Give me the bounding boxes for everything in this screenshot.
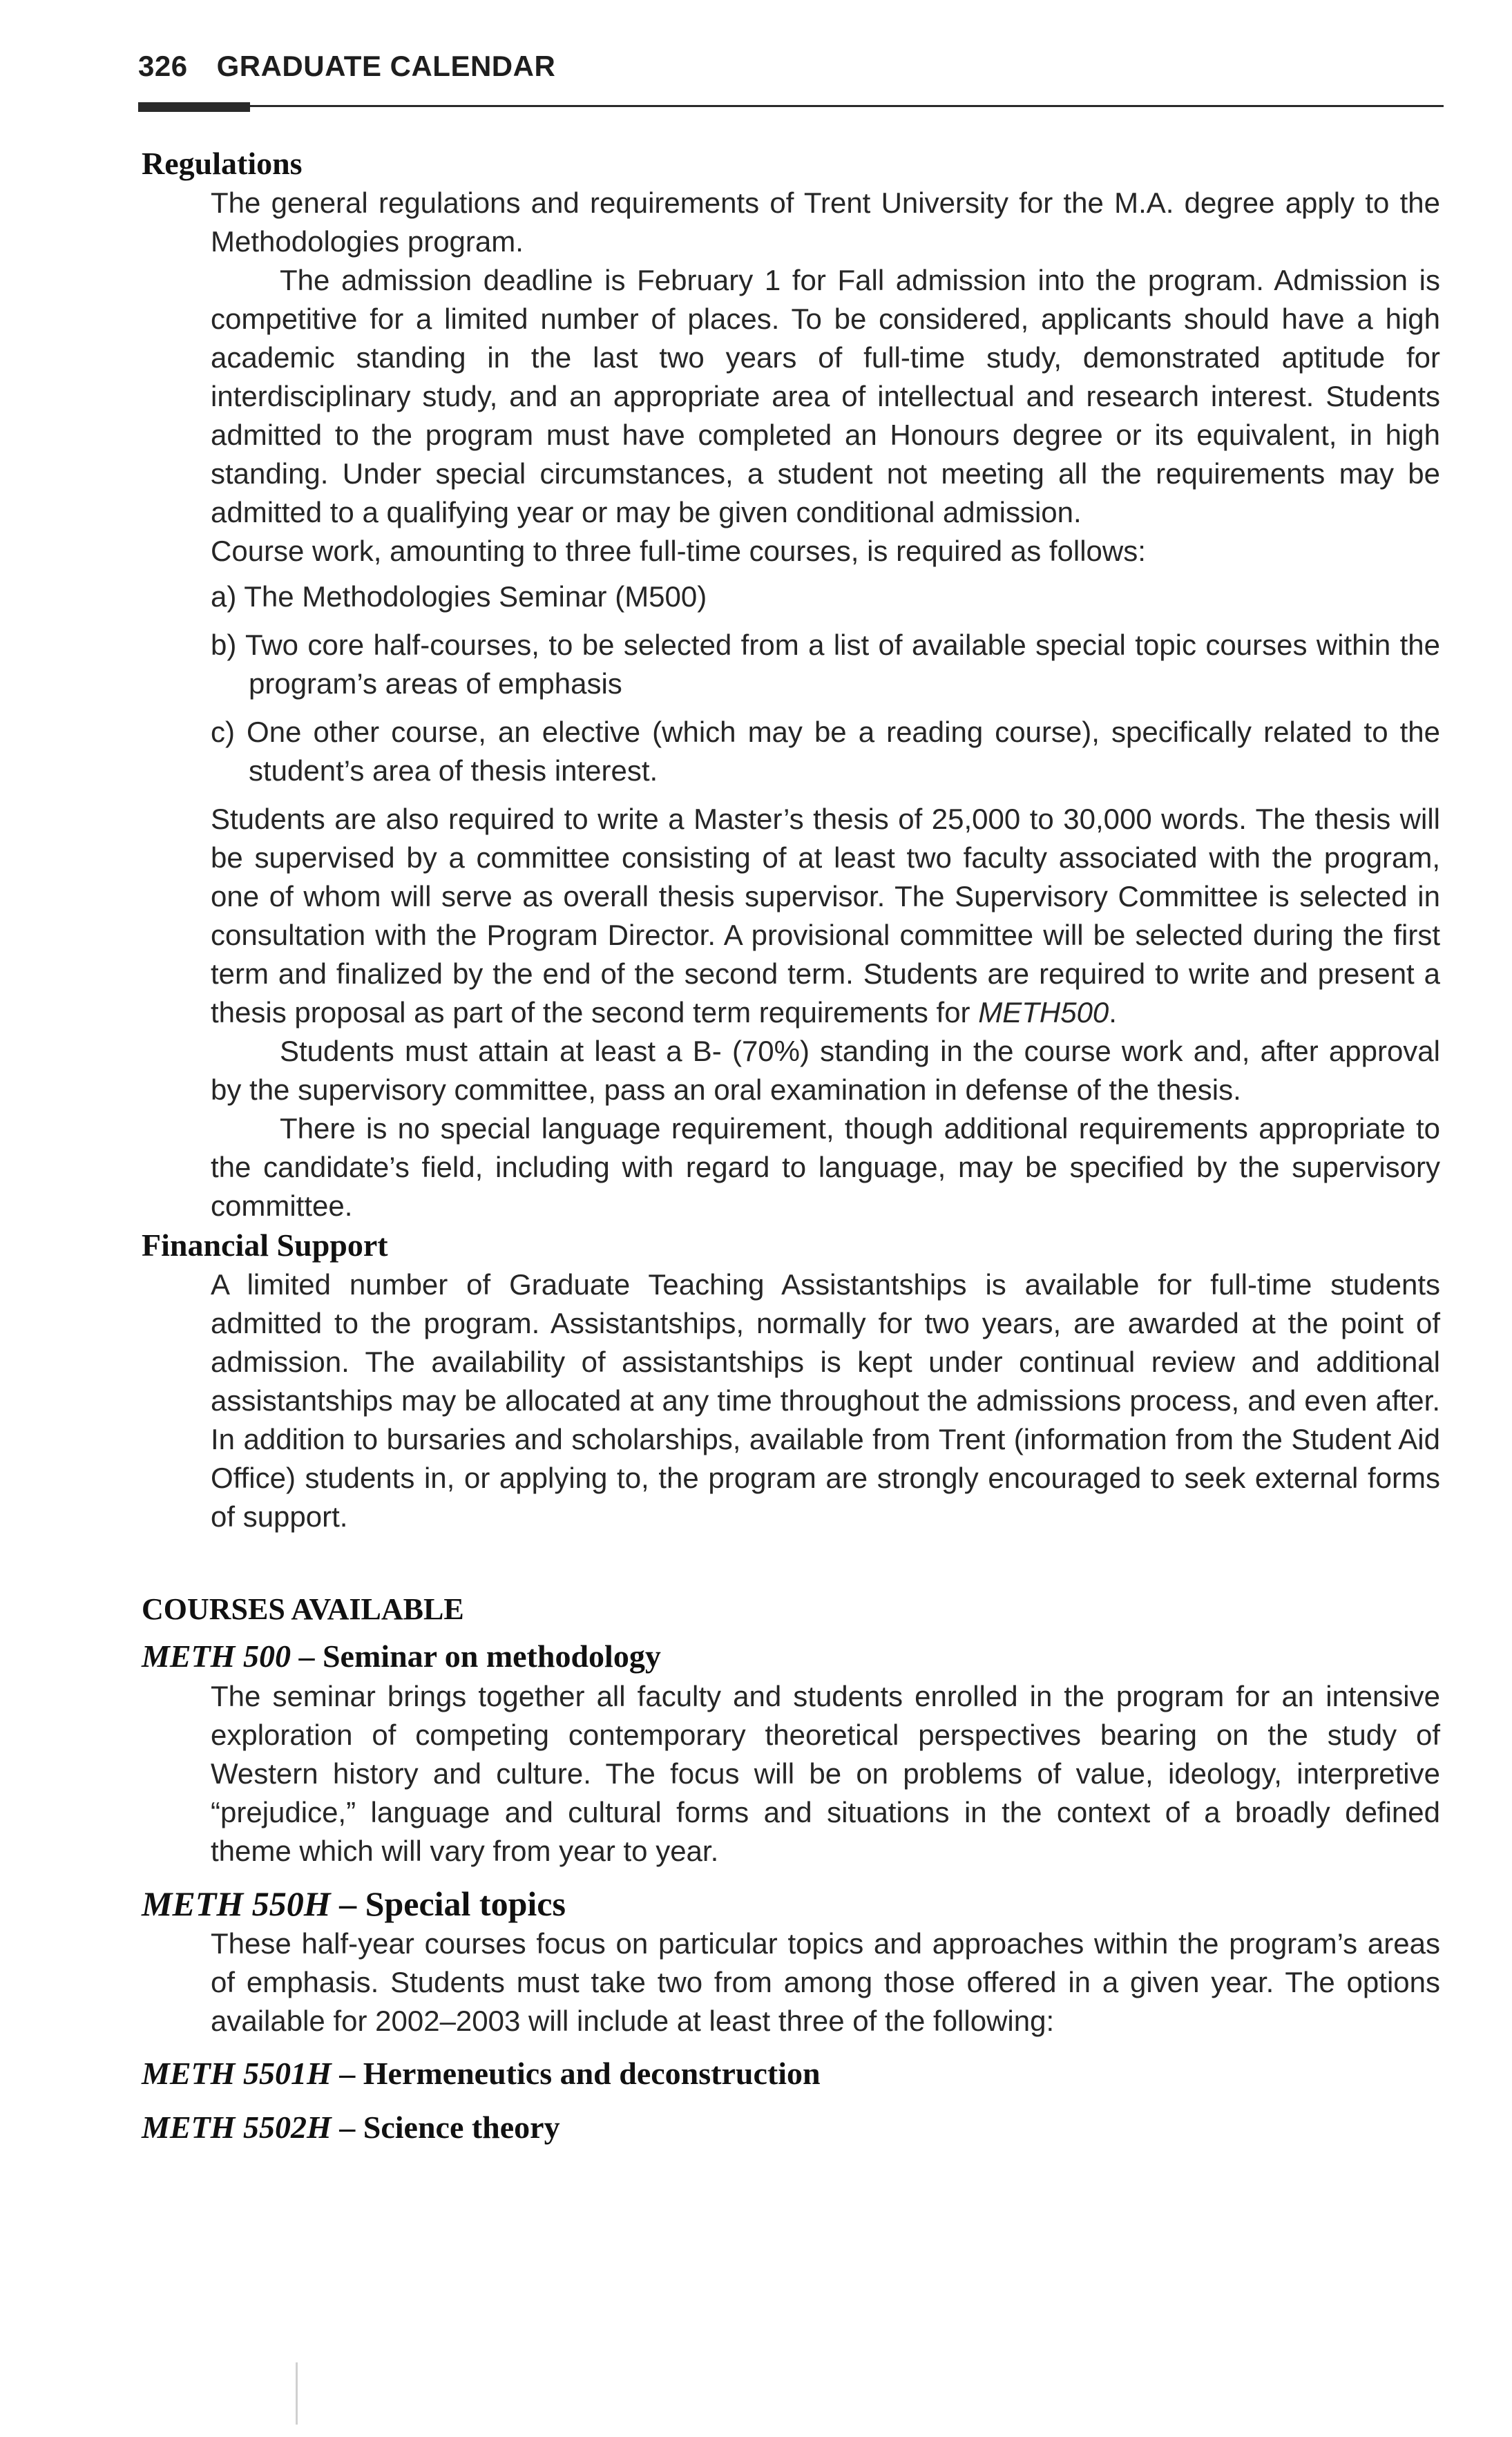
- regulations-body: [211, 184, 1440, 1225]
- regulations-paragraph-2: The admission deadline is February 1 for Fall admission into the program. Admission is competitive for a limited number of places. To be considered, applicants should have a high academic standing in the last two years of full-time study, demonstrated aptitude for interdisciplinary study, and an appropriate area of intellectual and research interest. Students admitted to the program must have completed an Honours degree or its equivalent, in high standing. Under special circumstances, a student not meeting all the requirements may be admitted to a qualifying year or may be given conditional admission.: [211, 264, 1440, 528]
- page-number: 326: [138, 50, 188, 82]
- course-title: – Science theory: [331, 2110, 560, 2145]
- course-description-meth500: [211, 1677, 1440, 1871]
- thesis-text-end: .: [1109, 996, 1117, 1029]
- course-description: The seminar brings together all faculty and students enrolled in the program for an intensive exploration of competing contemporary theoretical perspectives bearing on the study of Western history and culture. The focus will be on problems of value, ideology, interpretive “prejudice,” language and cultural forms and situations in the context of a broadly defined theme which will vary from year to year.: [211, 1680, 1440, 1867]
- courses-available-heading: COURSES AVAILABLE: [142, 1592, 464, 1626]
- regulations-paragraph-thesis: [211, 800, 1440, 1032]
- course-code: METH 500: [142, 1638, 291, 1674]
- thesis-text: Students are also required to write a Master’s thesis of 25,000 to 30,000 words. The thesis will be supervised by a committee consisting of at least two faculty associated with the program, one of whom will serve as overall thesis supervisor. The Supervisory Committee is selected in consultation with the Program Director. A provisional committee will be selected during the first term and finalized by the end of the second term. Students are required to write and present a thesis proposal as part of the second term requirements for: [211, 803, 1440, 1029]
- page-content: [142, 144, 1440, 2148]
- scan-margin-mark: [296, 2362, 298, 2425]
- regulations-paragraph-3: Course work, amounting to three full-time courses, is required as follows:: [211, 535, 1146, 567]
- financial-support-body: [211, 1265, 1440, 1536]
- regulations-paragraph-language: There is no special language requirement, though additional requirements appropriate to the candidate’s field, including with regard to language, may be specified by the supervisory committee.: [211, 1112, 1440, 1222]
- course-code: METH 5502H: [142, 2110, 332, 2145]
- course-requirement-item-a: a) The Methodologies Seminar (M500): [211, 580, 707, 613]
- course-requirement-item-c: c) One other course, an elective (which may be a reading course), specifically related to the student’s area of thesis interest.: [211, 716, 1440, 787]
- header-rule: [138, 105, 1444, 107]
- course-heading-meth5501h: [142, 2053, 1440, 2094]
- regulations-paragraph-1: The general regulations and requirements of Trent University for the M.A. degree apply to the Methodologies program.: [211, 187, 1440, 258]
- course-title: – Seminar on methodology: [290, 1638, 661, 1674]
- course-requirement-item-b: b) Two core half-courses, to be selected from a list of available special topic courses within the program’s areas of emphasis: [211, 629, 1440, 700]
- course-code: METH 5501H: [142, 2056, 332, 2091]
- course-title: – Hermeneutics and deconstruction: [331, 2056, 821, 2091]
- course-description: These half-year courses focus on particular topics and approaches within the program’s areas of emphasis. Students must take two from among those offered in a given year. The options available for 2002–2003 will include at least three of the following:: [211, 1927, 1440, 2037]
- regulations-heading: Regulations: [142, 146, 303, 181]
- running-title: GRADUATE CALENDAR: [216, 50, 556, 82]
- financial-support-heading: Financial Support: [142, 1227, 388, 1263]
- course-heading-meth500: [142, 1636, 1440, 1677]
- financial-support-paragraph: A limited number of Graduate Teaching Assistantships is available for full-time students admitted to the program. Assistantships, normally for two years, are awarded at the point of admission. The availability of assistantships is kept under continual review and additional assistantships may be allocated at any time throughout the admissions process, and even after. In addition to bursaries and scholarships, available from Trent (information from the Student Aid Office) students in, or applying to, the program are strongly encouraged to seek external forms of support.: [211, 1268, 1440, 1533]
- course-heading-meth550h: [142, 1883, 1440, 1924]
- header-rule-accent: [138, 102, 250, 112]
- regulations-paragraph-standing: Students must attain at least a B- (70%) standing in the course work and, after approval by the supervisory committee, pass an oral examination in defense of the thesis.: [211, 1035, 1440, 1106]
- page-header: [138, 50, 555, 83]
- course-title: – Special topics: [330, 1884, 566, 1923]
- course-description-meth550h: [211, 1924, 1440, 2041]
- course-heading-meth5502h: [142, 2107, 1440, 2148]
- course-code: METH 550H: [142, 1884, 331, 1923]
- thesis-course-code: METH500: [978, 996, 1109, 1029]
